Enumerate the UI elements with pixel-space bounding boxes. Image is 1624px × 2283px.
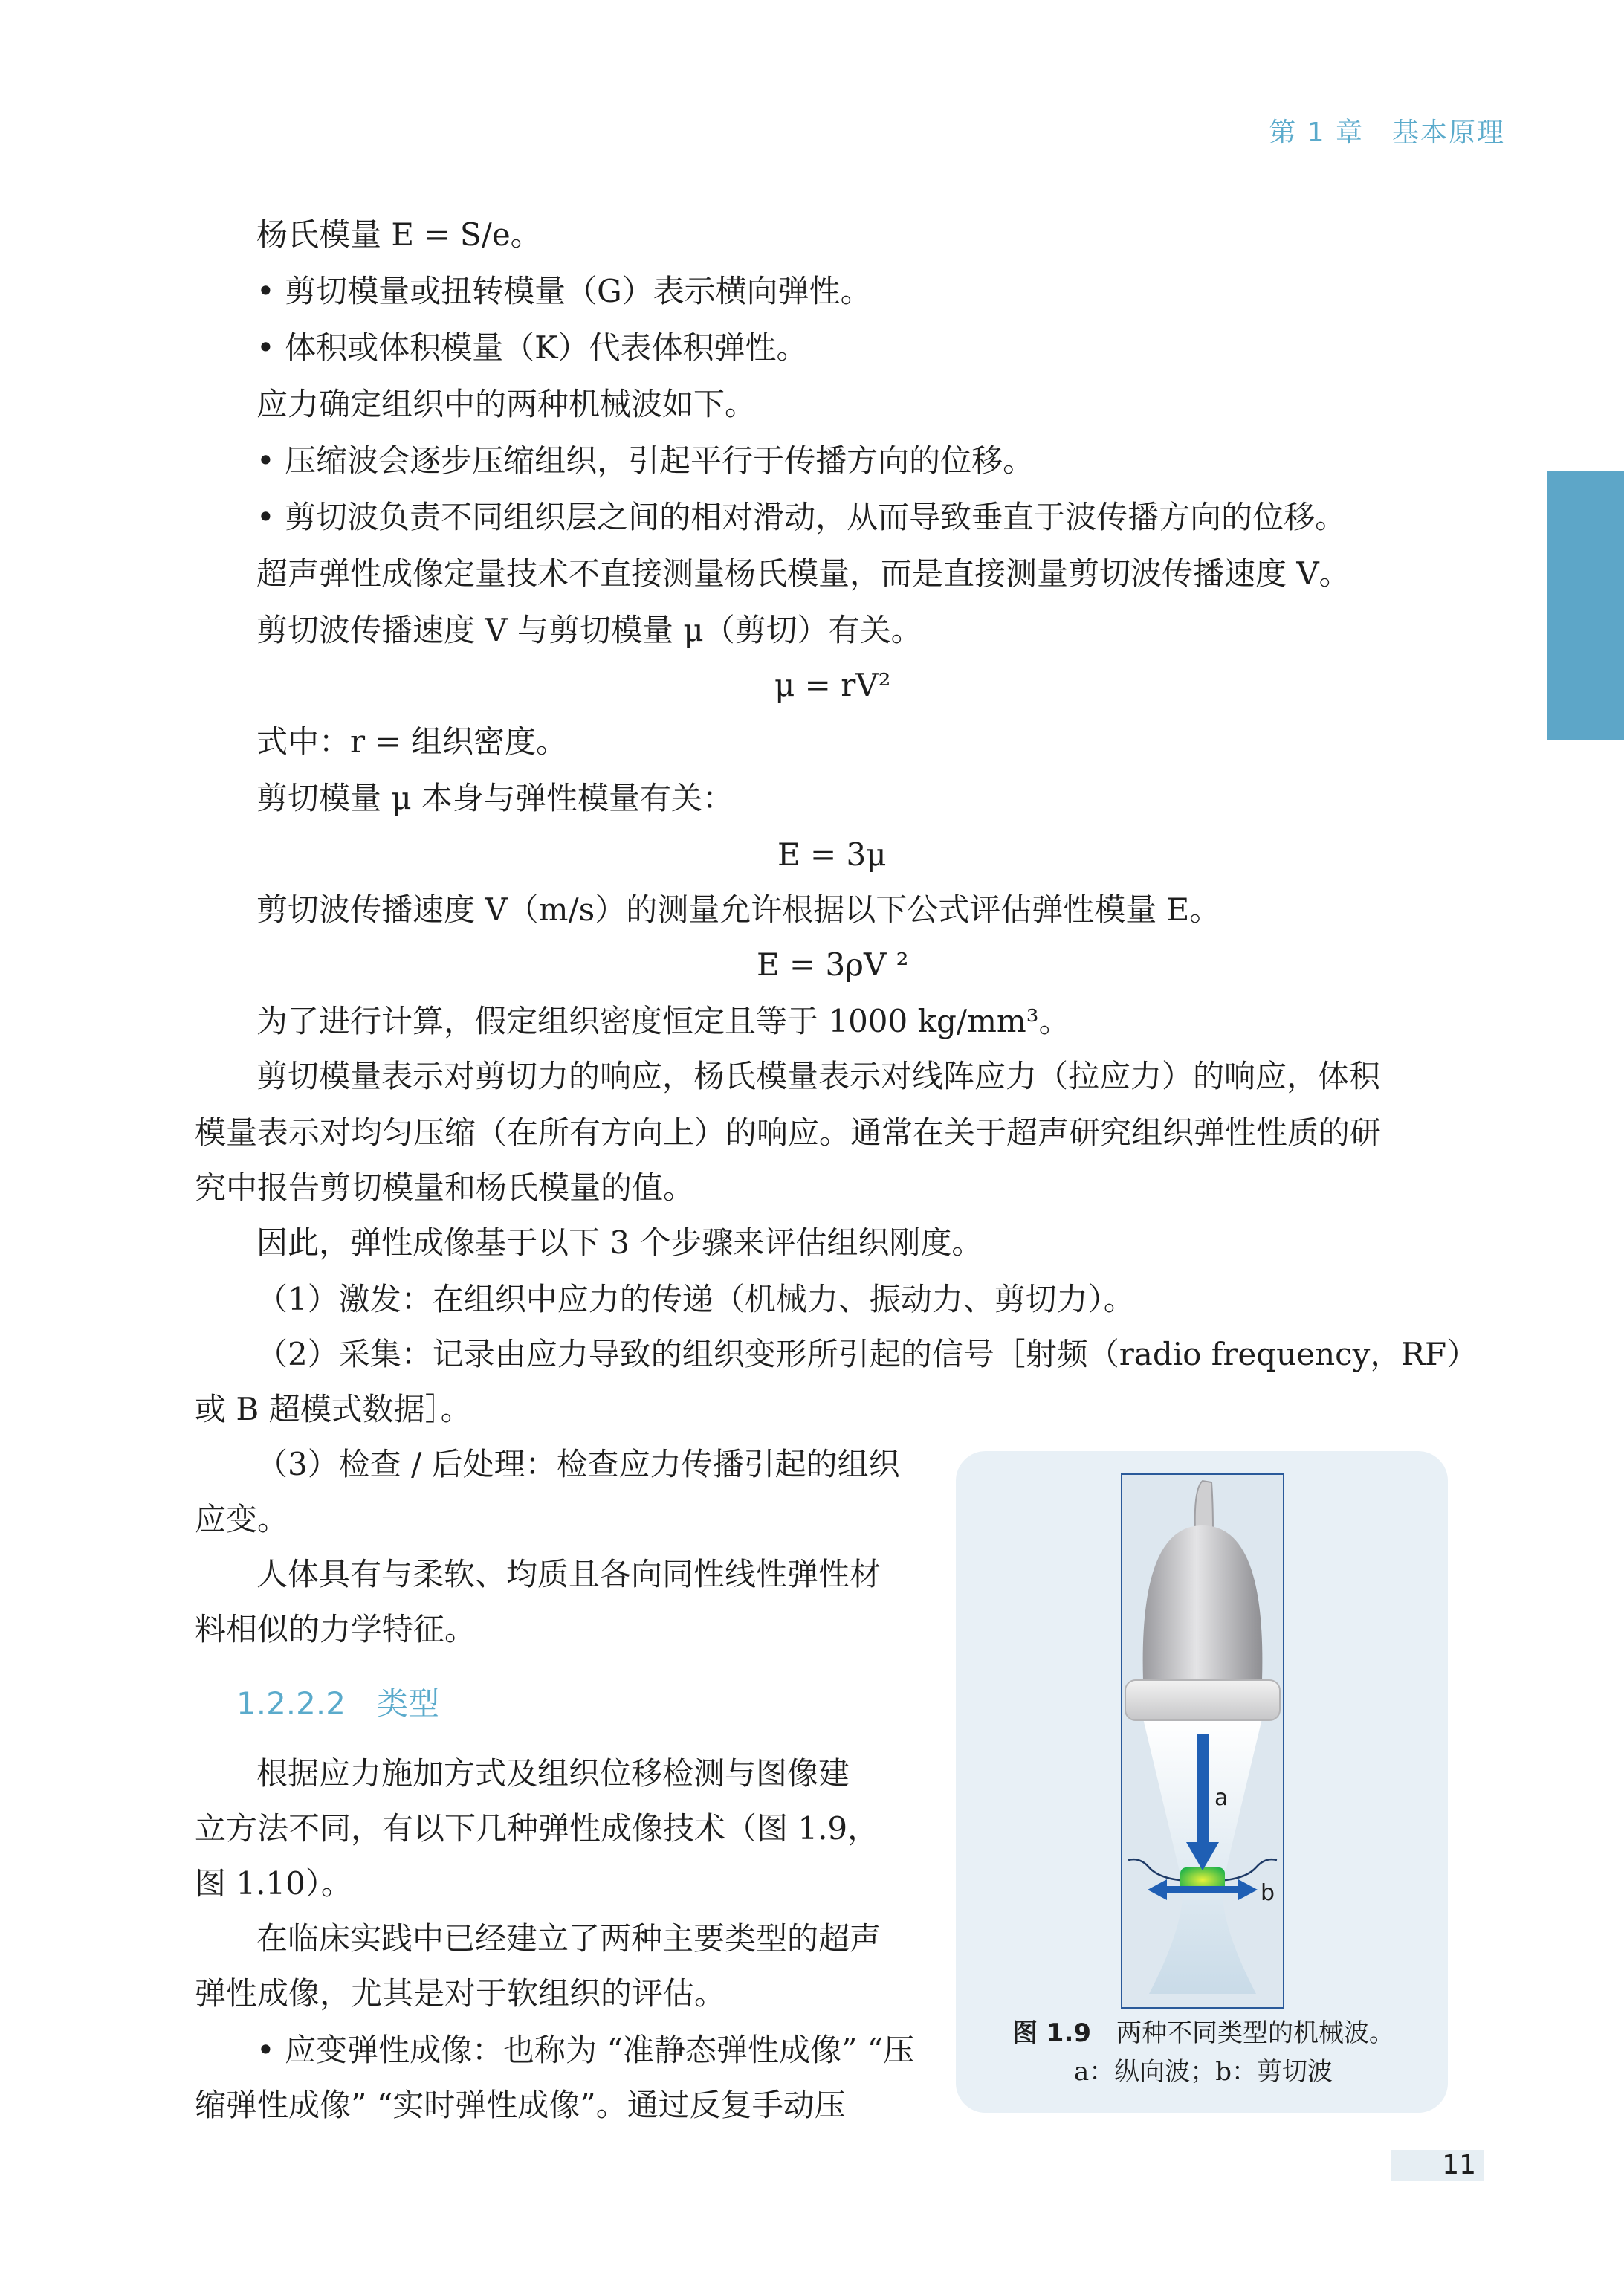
paragraph: 剪切模量 μ 本身与弹性模量有关：	[256, 780, 734, 816]
bullet-item: • 剪切模量或扭转模量（G）表示横向弹性。	[256, 273, 872, 309]
paragraph: 究中报告剪切模量和杨氏模量的值。	[195, 1169, 695, 1206]
figure-caption	[959, 2015, 1448, 2052]
chapter-header: 第 1 章 基本原理	[1269, 117, 1505, 148]
figure-caption-legend: a：纵向波；b：剪切波	[1073, 2057, 1333, 2087]
bullet-item: • 体积或体积模量（K）代表体积弹性。	[256, 329, 808, 366]
paragraph: 应力确定组织中的两种机械波如下。	[256, 386, 757, 422]
paragraph: 根据应力施加方式及组织位移检测与图像建	[256, 1755, 850, 1792]
page-number: 11	[1391, 2150, 1484, 2181]
paragraph: 弹性成像，尤其是对于软组织的评估。	[195, 1975, 726, 2012]
paragraph: 因此，弹性成像基于以下 3 个步骤来评估组织刚度。	[256, 1224, 983, 1261]
paragraph: 应变。	[195, 1501, 289, 1537]
paragraph: 剪切模量表示对剪切力的响应，杨氏模量表示对线阵应力（拉应力）的响应，体积	[256, 1058, 1381, 1094]
paragraph: 缩弹性成像” “实时弹性成像”。通过反复手动压	[195, 2087, 846, 2123]
mechanical-wave-figure	[1121, 1473, 1284, 2009]
paragraph: 剪切波传播速度 V（m/s）的测量允许根据以下公式评估弹性模量 E。	[256, 891, 1221, 928]
figure-number: 图 1.9	[1012, 2018, 1092, 2048]
paragraph: 剪切波传播速度 V 与剪切模量 μ（剪切）有关。	[256, 612, 922, 648]
paragraph: （1）激发：在组织中应力的传递（机械力、振动力、剪切力）。	[256, 1281, 1135, 1317]
paragraph: 立方法不同，有以下几种弹性成像技术（图 1.9，	[195, 1810, 879, 1847]
bullet-item: • 剪切波负责不同组织层之间的相对滑动，从而导致垂直于波传播方向的位移。	[256, 499, 1347, 535]
label-a: a	[1214, 1785, 1229, 1811]
paragraph: 超声弹性成像定量技术不直接测量杨氏模量，而是直接测量剪切波传播速度 V。	[256, 555, 1350, 592]
paragraph: 模量表示对均匀压缩（在所有方向上）的响应。通常在关于超声研究组织弹性性质的研	[195, 1114, 1382, 1151]
paragraph: 杨氏模量 E = S/e。	[256, 216, 542, 253]
paragraph: （2）采集：记录由应力导致的组织变形所引起的信号［射频（radio frequency，RF）	[256, 1336, 1478, 1372]
chapter-side-tab	[1547, 471, 1624, 740]
probe-head	[1125, 1680, 1280, 1720]
paragraph: 料相似的力学特征。	[195, 1611, 476, 1647]
paragraph: （3）检查 / 后处理：检查应力传播引起的组织	[256, 1446, 900, 1482]
section-heading: 1.2.2.2 类型	[236, 1685, 439, 1722]
paragraph: 人体具有与柔软、均质且各向同性线性弹性材	[256, 1556, 881, 1592]
label-b: b	[1261, 1880, 1275, 1906]
paragraph: 为了进行计算，假定组织密度恒定且等于 1000 kg/mm³。	[256, 1003, 1070, 1039]
equation: μ = rV²	[774, 667, 891, 703]
paragraph: 式中：r = 组织密度。	[256, 723, 567, 760]
equation: E = 3μ	[777, 836, 887, 873]
probe-cable	[1195, 1481, 1213, 1531]
paragraph: 或 B 超模式数据］。	[195, 1391, 472, 1427]
paragraph: 图 1.10）。	[195, 1865, 352, 1902]
bullet-item: • 应变弹性成像：也称为 “准静态弹性成像” “压	[256, 2032, 915, 2068]
equation: E = 3ρV ²	[757, 946, 909, 983]
paragraph: 在临床实践中已经建立了两种主要类型的超声	[256, 1920, 881, 1957]
bullet-item: • 压缩波会逐步压缩组织，引起平行于传播方向的位移。	[256, 442, 1035, 479]
figure-title: 两种不同类型的机械波。	[1091, 2018, 1395, 2048]
